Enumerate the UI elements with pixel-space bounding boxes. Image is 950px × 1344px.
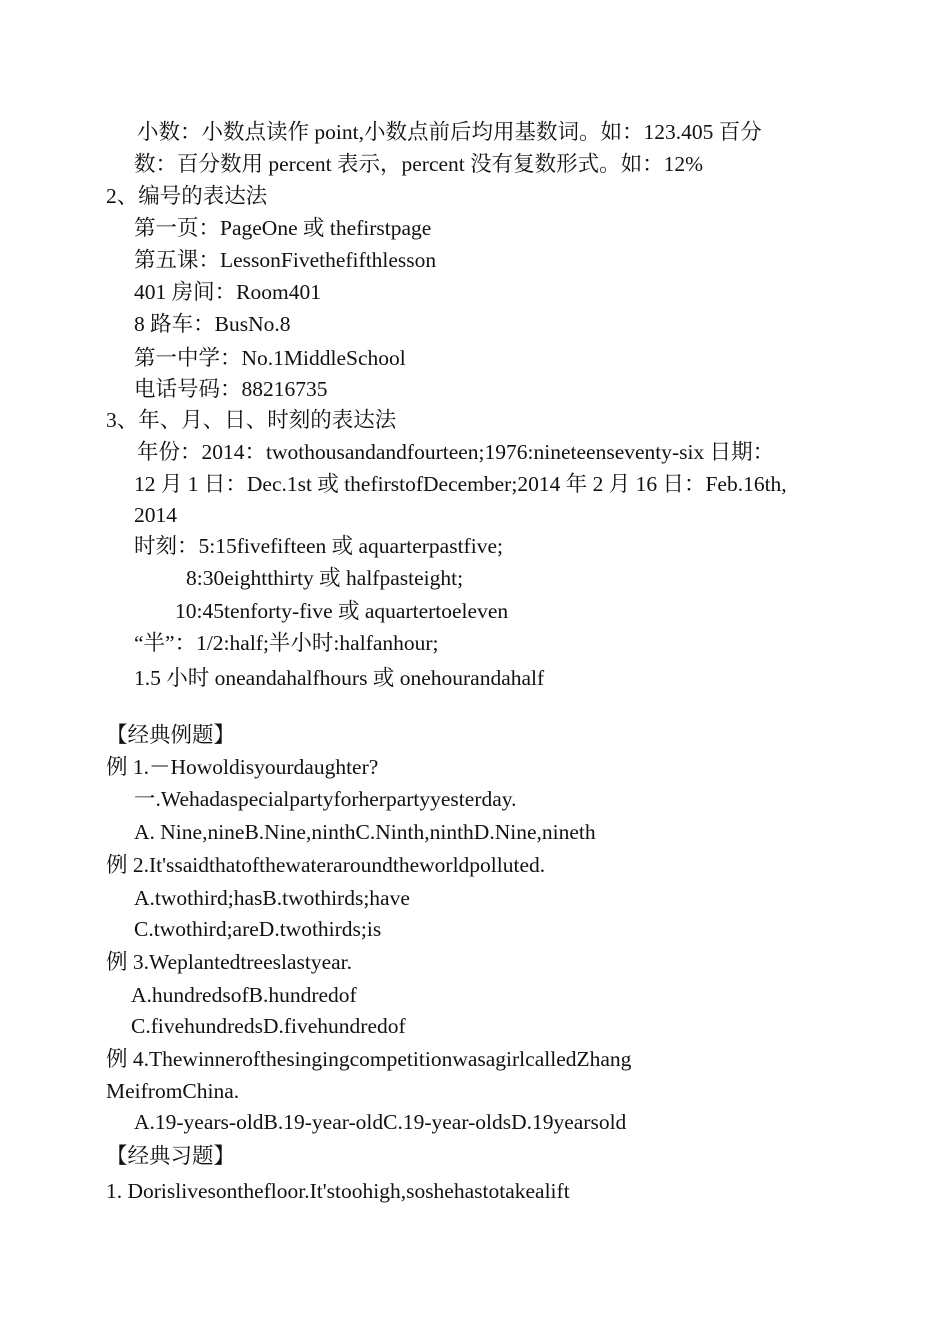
example-1-answer: 一.Wehadaspecialpartyforherpartyyesterday. xyxy=(134,787,517,811)
example-2-options-cd: C.twothird;areD.twothirds;is xyxy=(134,917,382,941)
example-4-question-cont: MeifromChina. xyxy=(106,1079,240,1103)
text-line-phone: 电话号码：88216735 xyxy=(134,377,328,401)
example-3-question: 例 3.Weplantedtreeslastyear. xyxy=(106,950,353,974)
section-heading-examples: 【经典例题】 xyxy=(106,723,236,747)
example-2-question: 例 2.It'ssaidthatofthewateraroundtheworldpolluted. xyxy=(106,853,546,877)
example-4-question: 例 4.ThewinnerofthesingingcompetitionwasagirlcalledZhang xyxy=(106,1047,632,1071)
text-line-half: “半”：1/2:half;半小时:halfanhour; xyxy=(134,631,439,655)
text-line-time-2: 8:30eightthirty 或 halfpasteight; xyxy=(186,566,464,590)
text-line-percent: 数：百分数用 percent 表示，percent 没有复数形式。如：12% xyxy=(134,152,704,176)
example-3-options-ab: A.hundredsofB.hundredof xyxy=(131,983,357,1007)
text-line-time-1: 时刻：5:15fivefifteen 或 aquarterpastfive; xyxy=(134,534,503,558)
exercise-1-question: 1. Dorislivesonthefloor.It'stoohigh,soshehastotakealift xyxy=(106,1179,570,1203)
text-line-hours: 1.5 小时 oneandahalfhours 或 onehourandahalf xyxy=(134,666,545,690)
section-heading-dates: 3、年、月、日、时刻的表达法 xyxy=(106,408,397,432)
text-line-lesson-five: 第五课：LessonFivethefifthlesson xyxy=(134,248,437,272)
text-line-school: 第一中学：No.1MiddleSchool xyxy=(134,346,406,370)
example-2-options-ab: A.twothird;hasB.twothirds;have xyxy=(134,886,410,910)
example-1-options: A. Nine,nineB.Nine,ninthC.Ninth,ninthD.Nine,nineth xyxy=(134,820,596,844)
section-heading-numbering: 2、编号的表达法 xyxy=(106,184,268,208)
text-line-date: 12 月 1 日：Dec.1st 或 thefirstofDecember;2014 年 2 月 16 日：Feb.16th, xyxy=(134,472,787,496)
example-3-options-cd: C.fivehundredsD.fivehundredof xyxy=(131,1014,406,1038)
example-1-question: 例 1.－Howoldisyourdaughter? xyxy=(106,755,379,779)
text-line-year: 年份：2014：twothousandandfourteen;1976:nineteenseventy-six 日期： xyxy=(137,440,775,464)
text-line-room: 401 房间：Room401 xyxy=(134,280,321,304)
text-line-decimal: 小数：小数点读作 point,小数点前后均用基数词。如：123.405 百分 xyxy=(137,120,762,144)
text-line-date-year: 2014 xyxy=(134,503,177,527)
text-line-bus: 8 路车：BusNo.8 xyxy=(134,312,291,336)
text-line-page-one: 第一页：PageOne 或 thefirstpage xyxy=(134,216,432,240)
section-heading-exercises: 【经典习题】 xyxy=(106,1144,236,1168)
example-4-options: A.19-years-oldB.19-year-oldC.19-year-oldsD.19yearsold xyxy=(134,1110,627,1134)
text-line-time-3: 10:45tenforty-five 或 aquartertoeleven xyxy=(175,599,509,623)
